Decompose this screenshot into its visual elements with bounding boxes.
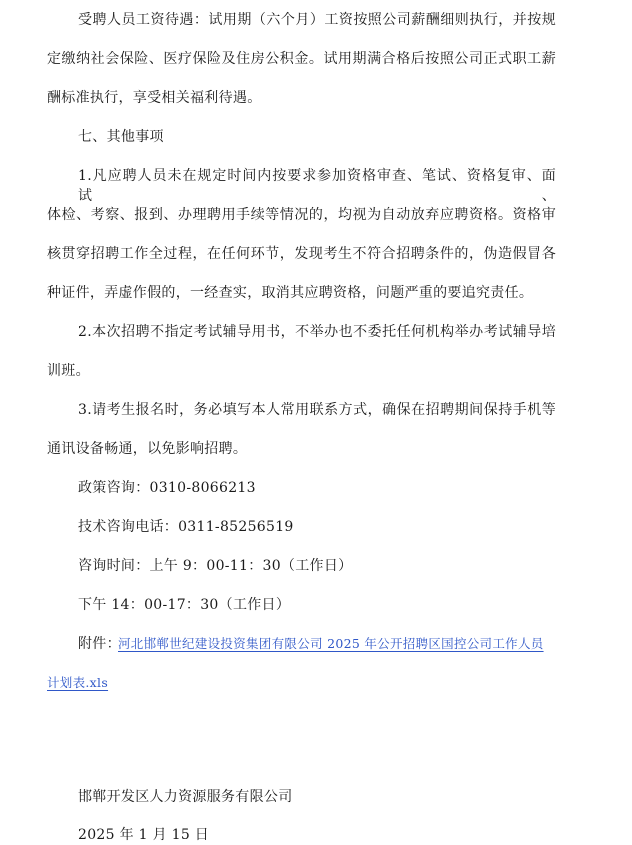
hours-afternoon: 下午 14：00-17：30（工作日） <box>78 597 291 613</box>
hours-morning: 咨询时间：上午 9：00-11：30（工作日） <box>78 558 353 574</box>
item3-line-2: 通讯设备畅通，以免影响招聘。 <box>47 441 248 457</box>
item1-line-1: 1.凡应聘人员未在规定时间内按要求参加资格审查、笔试、资格复审、面试、 <box>78 168 556 204</box>
tech-contact: 技术咨询电话：0311-85256519 <box>78 519 294 535</box>
attachment-link-continued[interactable]: 计划表.xls <box>47 675 109 690</box>
salary-paragraph-line-1: 受聘人员工资待遇：试用期（六个月）工资按照公司薪酬细则执行，并按规 <box>78 12 556 28</box>
attachment-link[interactable]: 河北邯郸世纪建设投资集团有限公司 2025 年公开招聘区国控公司工作人员 <box>118 636 544 651</box>
signature-date: 2025 年 1 月 15 日 <box>78 827 210 843</box>
item1-line-3: 核贯穿招聘工作全过程，在任何环节，发现考生不符合招聘条件的，伪造假冒各 <box>47 246 556 262</box>
signature-organization: 邯郸开发区人力资源服务有限公司 <box>78 789 293 805</box>
item3-line-1: 3.请考生报名时，务必填写本人常用联系方式，确保在招聘期间保持手机等 <box>78 402 556 418</box>
item2-line-1: 2.本次招聘不指定考试辅导用书，不举办也不委托任何机构举办考试辅导培 <box>78 324 556 340</box>
item2-line-2: 训班。 <box>47 363 90 379</box>
item1-line-2: 体检、考察、报到、办理聘用手续等情况的，均视为自动放弃应聘资格。资格审 <box>47 207 556 223</box>
policy-contact: 政策咨询：0310-8066213 <box>78 480 256 496</box>
salary-paragraph-line-3: 酬标准执行，享受相关福利待遇。 <box>47 90 262 106</box>
attachment-label: 附件： <box>78 636 121 652</box>
item1-line-4: 种证件，弄虚作假的，一经查实，取消其应聘资格，问题严重的要追究责任。 <box>47 285 534 301</box>
section-heading: 七、其他事项 <box>78 129 164 145</box>
salary-paragraph-line-2: 定缴纳社会保险、医疗保险及住房公积金。试用期满合格后按照公司正式职工薪 <box>47 51 556 67</box>
